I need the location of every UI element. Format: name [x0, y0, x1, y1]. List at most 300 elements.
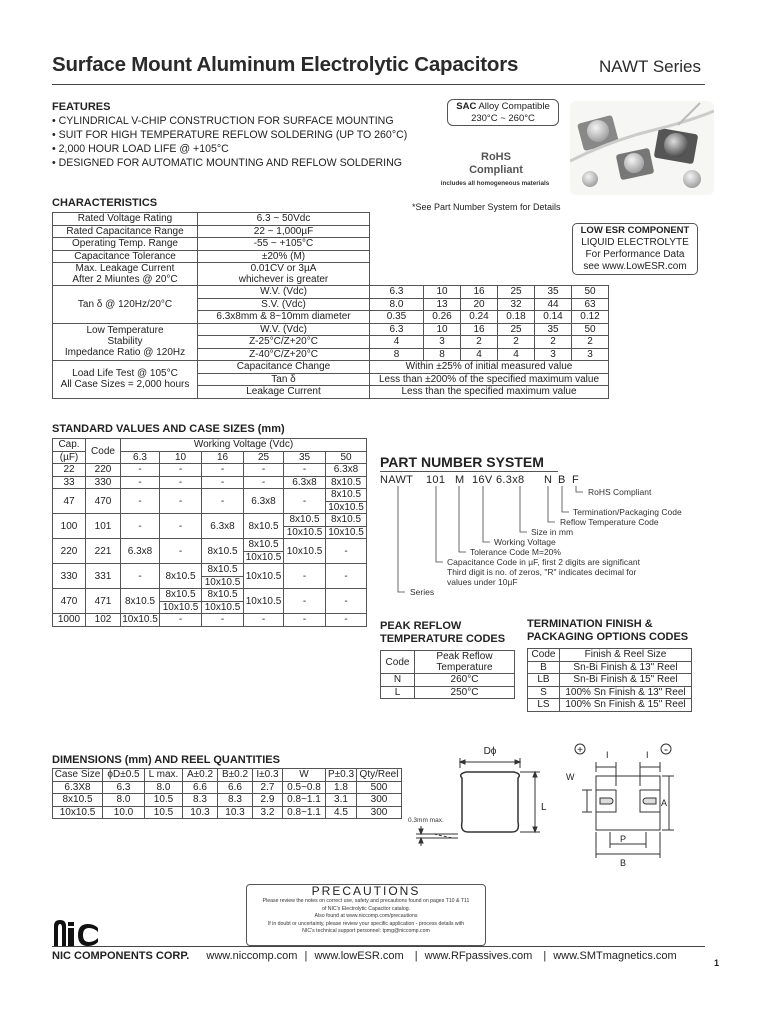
feature-item: • 2,000 HOUR LOAD LIFE @ +105°C: [52, 143, 229, 155]
table-cell: -: [160, 464, 202, 477]
table-cell: 8.0: [103, 794, 145, 807]
sac-badge: [447, 99, 559, 126]
pn-label-series: Series: [410, 587, 435, 597]
table-cell: B: [528, 661, 560, 674]
table-cell: 47: [53, 489, 86, 514]
pns-underline: [380, 471, 558, 472]
char-cell: 6.3: [370, 286, 424, 299]
char-cell: 0.18: [498, 311, 535, 324]
table-row: [528, 649, 692, 662]
table-cell: LB: [528, 674, 560, 687]
table-row: [53, 489, 367, 502]
table-cell: 260°C: [415, 674, 515, 687]
table-cell: Sn-Bi Finish & 13" Reel: [560, 661, 692, 674]
esr-link[interactable]: see www.LowESR.com: [583, 261, 687, 272]
char-value: 22 ~ 1,000µF: [198, 225, 370, 238]
pn-label-reflow: Reflow Temperature Code: [560, 517, 659, 527]
table-cell: 10x10.5: [53, 806, 103, 819]
table-cell: N: [381, 674, 415, 687]
footer-link[interactable]: www.lowESR.com: [314, 950, 404, 962]
table-row: [53, 464, 367, 477]
table-cell: 1000: [53, 614, 86, 627]
termination-table: [527, 648, 692, 712]
char-cell: Less than ±200% of the specified maximum value: [370, 373, 609, 386]
table-cell: -: [244, 464, 284, 477]
peak-heading1: PEAK REFLOW: [380, 620, 462, 632]
char-cell: 0.24: [461, 311, 498, 324]
table-cell: 10x10.5: [284, 539, 326, 564]
table-cell: 6.3: [103, 781, 145, 794]
pn-term: B: [558, 474, 566, 486]
char-cell: 50: [572, 323, 609, 336]
table-cell: 8x10.5: [326, 489, 367, 502]
table-row: [53, 589, 367, 602]
header-rule: [52, 84, 705, 85]
dim-p-label: P: [620, 834, 627, 844]
pn-label-size: Size in mm: [531, 527, 574, 537]
capacitor-photo: [570, 101, 714, 195]
char-cell: 2: [498, 336, 535, 349]
table-cell: 10x10.5: [326, 501, 367, 514]
minus-icon: -: [664, 742, 668, 756]
nic-logo: [52, 918, 100, 948]
table-cell: 10.5: [145, 794, 183, 807]
table-cell: 8.0: [145, 781, 183, 794]
table-cell: -: [202, 476, 244, 489]
sac-text: Alloy Compatible: [476, 101, 550, 112]
table-cell: -: [160, 614, 202, 627]
table-cell: 8x10.5: [244, 514, 284, 539]
char-cell: 6.3x8mm & 8~10mm diameter: [198, 311, 370, 324]
table-row: [53, 476, 367, 489]
col-header: I±0.3: [253, 769, 283, 782]
table-cell: 8x10.5: [53, 794, 103, 807]
col-header: A±0.2: [183, 769, 218, 782]
features-list: [52, 114, 407, 170]
char-cell: Leakage Current: [198, 386, 370, 399]
char-cell: 0.14: [535, 311, 572, 324]
peak-reflow-table: [380, 650, 515, 699]
col-header: 35: [284, 451, 326, 464]
col-header: (µF): [53, 451, 86, 464]
footer-link[interactable]: www.RFpassives.com: [424, 950, 533, 962]
lowtemp-label: [53, 323, 198, 361]
footer-separator: |: [543, 950, 547, 962]
lt-label-3: Impedance Ratio @ 120Hz: [64, 347, 186, 359]
ll-label-1: Load Life Test @ 105°C: [72, 368, 178, 380]
dim-i-label: I: [646, 750, 649, 760]
table-cell: -: [326, 539, 367, 564]
table-cell: 8.3: [218, 794, 253, 807]
pn-size: 6.3x8: [496, 474, 525, 486]
table-cell: 100: [53, 514, 86, 539]
pn-rohs: F: [572, 474, 580, 486]
footer-link[interactable]: www.niccomp.com: [206, 950, 298, 962]
char-cell: W.V. (Vdc): [198, 323, 370, 336]
table-cell: 8.3: [183, 794, 218, 807]
table-cell: 3.1: [326, 794, 357, 807]
char-cell: Z-40°C/Z+20°C: [198, 348, 370, 361]
col-header: 16: [202, 451, 244, 464]
table-cell: 10x10.5: [244, 564, 284, 589]
table-cell: 221: [86, 539, 121, 564]
footer-separator: |: [304, 950, 308, 962]
table-cell: 220: [86, 464, 121, 477]
col-header: [415, 651, 515, 674]
precautions-text: [247, 898, 485, 936]
table-cell: Sn-Bi Finish & 15" Reel: [560, 674, 692, 687]
pn-series: NAWT: [380, 474, 414, 486]
pn-label-cap2: Third digit is no. of zeros, "R" indicates decimal for: [447, 567, 637, 577]
char-cell: 63: [572, 298, 609, 311]
loadlife-label: [53, 361, 198, 399]
series-name: NAWT Series: [599, 57, 702, 76]
table-cell: -: [202, 489, 244, 514]
table-cell: 33: [53, 476, 86, 489]
char-cell: 0.35: [370, 311, 424, 324]
precautions-box: [246, 884, 486, 946]
pn-tol: M: [455, 474, 465, 486]
table-cell: -: [326, 589, 367, 614]
table-cell: 300: [357, 794, 402, 807]
pn-label-cap3: values under 10µF: [447, 577, 518, 587]
leak-label-1: Max. Leakage Current: [75, 263, 175, 274]
char-cell: 10: [424, 286, 461, 299]
table-row: [528, 661, 692, 674]
table-row: [53, 323, 609, 336]
table-row: [381, 686, 515, 699]
char-cell: 6.3: [370, 323, 424, 336]
dim-b-label: B: [620, 858, 627, 868]
table-cell: 500: [357, 781, 402, 794]
rohs-line1: RoHS: [481, 151, 511, 163]
table-cell: 10x10.5: [160, 601, 202, 614]
table-cell: S: [528, 686, 560, 699]
char-cell: 16: [461, 323, 498, 336]
pn-label-tol: Tolerance Code M=20%: [470, 547, 561, 557]
table-cell: -: [160, 539, 202, 564]
table-row: [53, 614, 367, 627]
leak-value-2: whichever is greater: [238, 274, 329, 285]
table-cell: 102: [86, 614, 121, 627]
table-cell: -: [326, 614, 367, 627]
col-header: Qty/Reel: [357, 769, 402, 782]
precautions-link[interactable]: Also found at www.niccomp.com/precautions: [314, 913, 418, 919]
table-cell: 6.3x8: [244, 489, 284, 514]
sac-bold: SAC: [456, 101, 477, 112]
table-cell: L: [381, 686, 415, 699]
dim-w-label: W: [566, 772, 575, 782]
page-number: 1: [714, 958, 720, 968]
table-cell: 8x10.5: [326, 514, 367, 527]
char-cell: 10: [424, 323, 461, 336]
table-row: [381, 651, 515, 674]
table-row: [53, 286, 609, 299]
table-cell: 2.7: [253, 781, 283, 794]
col-header: Code: [86, 439, 121, 464]
table-cell: 1.8: [326, 781, 357, 794]
table-cell: -: [121, 464, 160, 477]
char-label: Operating Temp. Range: [53, 238, 198, 251]
table-cell: 6.6: [183, 781, 218, 794]
char-cell: 25: [498, 286, 535, 299]
char-cell: 25: [498, 323, 535, 336]
table-row: [528, 674, 692, 687]
table-cell: -: [284, 589, 326, 614]
table-row: [53, 564, 367, 577]
char-cell: 32: [498, 298, 535, 311]
char-cell: 4: [370, 336, 424, 349]
table-cell: -: [244, 614, 284, 627]
table-cell: 10x10.5: [244, 551, 284, 564]
esr-line1: LOW ESR COMPONENT: [580, 225, 690, 236]
table-cell: -: [244, 476, 284, 489]
table-cell: 0.5~0.8: [283, 781, 326, 794]
table-row: [528, 686, 692, 699]
char-label: Rated Capacitance Range: [53, 225, 198, 238]
char-cell: S.V. (Vdc): [198, 298, 370, 311]
col-header: Cap.: [53, 439, 86, 452]
peak-heading2: TEMPERATURE CODES: [380, 633, 506, 645]
table-cell: 8x10.5: [284, 514, 326, 527]
table-row: [53, 514, 367, 527]
col-header: L max.: [145, 769, 183, 782]
dim-i-label: I: [606, 750, 609, 760]
table-cell: 250°C: [415, 686, 515, 699]
term-heading1: TERMINATION FINISH &: [527, 618, 653, 630]
table-cell: 6.3x8: [326, 464, 367, 477]
char-value: ±20% (M): [198, 250, 370, 263]
col-header: P±0.3: [326, 769, 357, 782]
table-cell: 8x10.5: [244, 539, 284, 552]
table-cell: 100% Sn Finish & 15" Reel: [560, 699, 692, 712]
precautions-title: PRECAUTIONS: [311, 884, 421, 898]
table-cell: 10x10.5: [284, 526, 326, 539]
table-row: [53, 806, 402, 819]
col-header: Code: [381, 651, 415, 674]
pn-cap: 101: [426, 474, 446, 486]
col-header: 25: [244, 451, 284, 464]
table-cell: 2.9: [253, 794, 283, 807]
table-cell: 331: [86, 564, 121, 589]
pns-heading: PART NUMBER SYSTEM: [380, 454, 544, 470]
table-cell: 100% Sn Finish & 13" Reel: [560, 686, 692, 699]
table-cell: 8x10.5: [326, 476, 367, 489]
precautions-line: of NIC's Electrolytic Capacitor catalog.: [321, 905, 411, 912]
rohs-badge: [430, 151, 562, 177]
table-row: [53, 361, 609, 374]
col-header: W: [283, 769, 326, 782]
characteristics-heading: CHARACTERISTICS: [52, 197, 158, 209]
see-pn-note: *See Part Number System for Details: [412, 202, 561, 212]
table-cell: -: [326, 564, 367, 589]
table-cell: 6.3x8: [284, 476, 326, 489]
table-cell: 8x10.5: [202, 589, 244, 602]
precautions-line: Please review the notes on correct use, safety and precautions found on pages T10 & T11: [262, 898, 470, 904]
leak-label-2: After 2 Miuntes @ 20°C: [72, 274, 178, 285]
table-row: [53, 781, 402, 794]
precautions-line: If in doubt or uncertainty, please review your specific application - process details with: [267, 920, 465, 927]
rohs-line2: Compliant: [469, 164, 523, 176]
char-cell: 16: [461, 286, 498, 299]
table-cell: 10.3: [183, 806, 218, 819]
table-cell: LS: [528, 699, 560, 712]
table-cell: -: [284, 464, 326, 477]
char-cell: Capacitance Change: [198, 361, 370, 374]
table-cell: 10.0: [103, 806, 145, 819]
table-cell: 8x10.5: [202, 564, 244, 577]
col-header: Finish & Reel Size: [560, 649, 692, 662]
col-header: Working Voltage (Vdc): [121, 439, 367, 452]
table-row: [528, 699, 692, 712]
table-cell: -: [121, 564, 160, 589]
table-cell: 10x10.5: [122, 614, 158, 626]
pn-label-rohs: RoHS Compliant: [588, 487, 652, 497]
table-cell: -: [121, 489, 160, 514]
char-cell: 3: [572, 348, 609, 361]
blank-cell: [370, 213, 609, 226]
char-value: -55 ~ +105°C: [198, 238, 370, 251]
table-cell: 330: [53, 564, 86, 589]
char-cell: 35: [535, 286, 572, 299]
table-cell: -: [284, 489, 326, 514]
feature-item: • CYLINDRICAL V-CHIP CONSTRUCTION FOR SURFACE MOUNTING: [52, 115, 394, 127]
feature-item: • SUIT FOR HIGH TEMPERATURE REFLOW SOLDERING (UP TO 260°C): [52, 129, 408, 141]
dim-a-label: A: [661, 798, 668, 808]
col-header: B±0.2: [218, 769, 253, 782]
table-cell: 4.5: [326, 806, 357, 819]
pn-label-cap1: Capacitance Code in µF, first 2 digits are significant: [447, 557, 640, 567]
esr-line3: For Performance Data: [585, 249, 685, 260]
table-cell: 8x10.5: [202, 539, 244, 564]
char-cell: 13: [424, 298, 461, 311]
col-header-line: Temperature: [436, 662, 493, 673]
pn-label-cap: [447, 557, 640, 587]
dim-dphi-label: Dϕ: [483, 746, 497, 757]
char-cell: 8.0: [370, 298, 424, 311]
table-cell: -: [160, 489, 202, 514]
table-cell: 220: [53, 539, 86, 564]
leak-value-1: 0.01CV or 3µA: [250, 263, 317, 274]
col-header: ϕD±0.5: [103, 769, 145, 782]
table-row: [53, 794, 402, 807]
table-cell: 470: [53, 589, 86, 614]
table-cell: 10x10.5: [202, 601, 244, 614]
tan-label: Tan δ @ 120Hz/20°C: [53, 286, 198, 324]
company-name: NIC COMPONENTS CORP.: [52, 950, 190, 962]
feature-item: • DESIGNED FOR AUTOMATIC MOUNTING AND REFLOW SOLDERING: [52, 157, 402, 169]
esr-line2: LIQUID ELECTROLYTE: [581, 237, 689, 248]
table-row: [53, 250, 609, 263]
table-cell: -: [160, 514, 202, 539]
char-cell: 0.26: [424, 311, 461, 324]
table-cell: 330: [86, 476, 121, 489]
pn-reflow: N: [544, 474, 553, 486]
table-row: [381, 674, 515, 687]
table-row: [53, 238, 609, 251]
plus-icon: +: [577, 745, 583, 756]
char-cell: 2: [535, 336, 572, 349]
table-cell: 470: [86, 489, 121, 514]
char-cell: 3: [424, 336, 461, 349]
page-title: Surface Mount Aluminum Electrolytic Capacitors: [52, 53, 519, 76]
table-row: [53, 225, 609, 238]
table-cell: 6.6: [218, 781, 253, 794]
char-cell: 4: [461, 348, 498, 361]
char-label: Rated Voltage Rating: [53, 213, 198, 226]
char-cell: 4: [498, 348, 535, 361]
char-cell: 2: [572, 336, 609, 349]
col-header-line: Peak Reflow: [436, 651, 493, 662]
col-header: Code: [528, 649, 560, 662]
dim-max-label: 0.3mm max.: [408, 817, 444, 824]
table-row: [53, 439, 367, 452]
lt-label-1: Low Temperature: [86, 325, 164, 337]
footer-link[interactable]: www.SMTmagnetics.com: [553, 950, 677, 962]
characteristics-table: [52, 212, 609, 399]
char-cell: 2: [461, 336, 498, 349]
col-header: 50: [326, 451, 367, 464]
char-cell: 8: [424, 348, 461, 361]
char-cell: Less than the specified maximum value: [370, 386, 609, 399]
precautions-line: NIC's technical support personnel: tpmg@niccomp.com: [302, 928, 430, 934]
table-cell: 10x10.5: [326, 526, 367, 539]
side-view-drawing: [408, 740, 563, 860]
col-header: Case Size: [53, 769, 103, 782]
table-cell: -: [284, 614, 326, 627]
char-cell: 44: [535, 298, 572, 311]
table-cell: 471: [86, 589, 121, 614]
sac-range: 230°C ~ 260°C: [471, 113, 535, 124]
table-cell: 10x10.5: [244, 589, 284, 614]
char-cell: Within ±25% of initial measured value: [370, 361, 609, 374]
table-cell: 6.3X8: [53, 781, 103, 794]
table-cell: 6.3x8: [202, 514, 244, 539]
table-cell: 10.5: [145, 806, 183, 819]
col-header: 6.3: [121, 451, 160, 464]
table-cell: 0.8~1.1: [283, 794, 326, 807]
table-cell: 8x10.5: [121, 589, 160, 614]
char-cell: Z-25°C/Z+20°C: [198, 336, 370, 349]
char-cell: W.V. (Vdc): [198, 286, 370, 299]
char-label: Capacitance Tolerance: [53, 250, 198, 263]
table-cell: -: [160, 476, 202, 489]
land-pattern-drawing: [562, 740, 712, 868]
char-cell: Tan δ: [198, 373, 370, 386]
col-header: 10: [160, 451, 202, 464]
char-cell: 8: [370, 348, 424, 361]
footer-rule: [52, 946, 705, 947]
rohs-note: includes all homogeneous materials: [440, 180, 550, 187]
features-heading: FEATURES: [52, 101, 111, 113]
table-row: [53, 539, 367, 552]
table-cell: 300: [357, 806, 402, 819]
term-heading2: PACKAGING OPTIONS CODES: [527, 631, 689, 643]
table-cell: 10.3: [218, 806, 253, 819]
table-cell: -: [202, 614, 244, 627]
table-cell: 6.3x8: [121, 539, 160, 564]
table-cell: -: [284, 564, 326, 589]
table-cell: 10x10.5: [202, 576, 244, 589]
lt-label-2: Stability: [107, 336, 143, 348]
table-cell: -: [121, 476, 160, 489]
pn-label-term: Termination/Packaging Code: [573, 507, 682, 517]
table-cell: 0.8~1.1: [283, 806, 326, 819]
ll-label-2: All Case Sizes = 2,000 hours: [60, 379, 190, 391]
dims-heading: DIMENSIONS (mm) AND REEL QUANTITIES: [52, 754, 280, 766]
table-cell: 22: [53, 464, 86, 477]
footer: [52, 950, 677, 962]
